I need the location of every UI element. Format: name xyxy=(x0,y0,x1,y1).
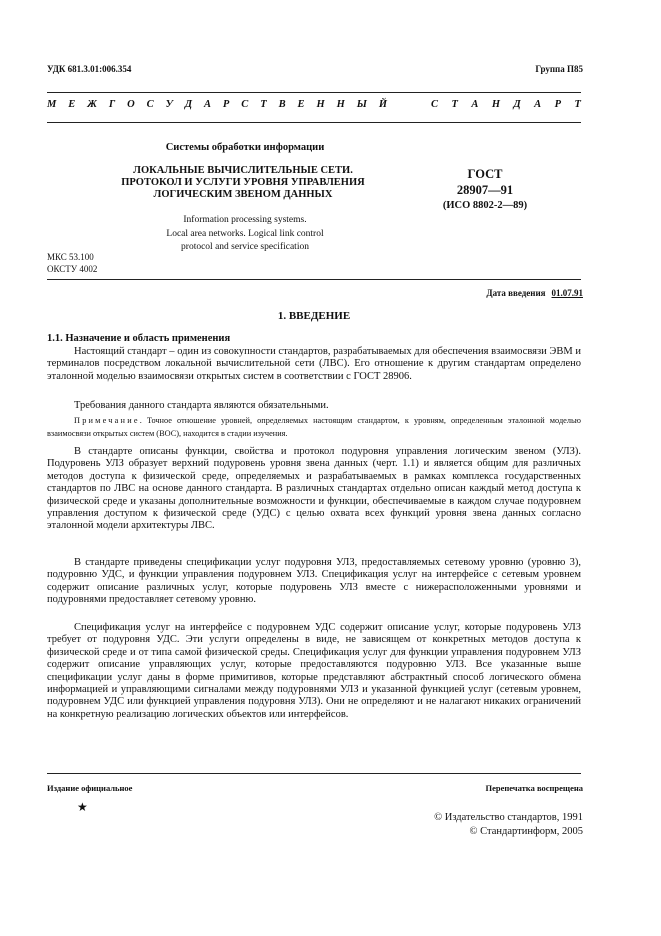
paragraph xyxy=(47,557,581,607)
heading-letter: Р xyxy=(222,99,230,110)
heading-letter: Т xyxy=(451,99,458,110)
heading-letter: Ы xyxy=(356,99,367,110)
gost-label: ГОСТ xyxy=(467,167,503,181)
heading-letter: А xyxy=(471,99,479,110)
heading-word-standard xyxy=(431,99,581,110)
gost-number: 28907—91 xyxy=(456,183,514,197)
heading-rule xyxy=(47,122,581,123)
heading-letter: О xyxy=(127,99,135,110)
udk-code: УДК 681.3.01:006.354 xyxy=(47,64,132,74)
note xyxy=(47,415,581,440)
heading-letter: Й xyxy=(378,99,387,110)
heading-letter: М xyxy=(47,99,57,110)
okstu-code: ОКСТУ 4002 xyxy=(47,264,98,274)
heading-letter: Ж xyxy=(87,99,97,110)
title-line: ЛОГИЧЕСКИМ ЗВЕНОМ ДАННЫХ xyxy=(153,189,333,200)
paragraph-text: В стандарте приведены спецификации услуг подуровня УЛЗ, предоставляемых сетевому уровню (уровню 3), подуровню УДС, и функции управления подуровнем УЛЗ. Спецификация услуг на интерфейсе с сетевым уровнем содержит описание различных услуг, которые подуровень УЛЗ вместе с нижерасположенными уровнями и подуровнями предоставляет сетевому уровню. xyxy=(47,557,581,606)
copyright-block xyxy=(434,811,583,839)
heading-letter: Н xyxy=(491,99,501,110)
english-title-line: protocol and service specification xyxy=(181,242,309,252)
iso-reference: (ИСО 8802-2—89) xyxy=(442,200,528,211)
heading-word-interstate xyxy=(47,99,387,110)
classification-codes xyxy=(47,251,97,275)
heading-letter: Н xyxy=(316,99,325,110)
heading-letter: Т xyxy=(260,99,267,110)
effective-date-value: 01.07.91 xyxy=(551,288,583,298)
english-title xyxy=(110,214,380,255)
footer-rule xyxy=(47,773,581,774)
gost-designation xyxy=(420,166,550,214)
official-edition: Издание официальное xyxy=(47,783,133,793)
subsection-title: 1.1. Назначение и область применения xyxy=(47,333,231,344)
reprint-prohibited: Перепечатка воспрещена xyxy=(485,783,583,793)
effective-date-label: Дата введения xyxy=(486,288,546,298)
heading-letter: Е xyxy=(68,99,76,110)
heading-letter: С xyxy=(431,99,439,110)
paragraph xyxy=(47,446,581,533)
note-label: Примечание. xyxy=(74,416,144,425)
copyright-line: © Стандартинформ, 2005 xyxy=(469,826,583,837)
heading-letter: Т xyxy=(574,99,581,110)
heading-letter: Н xyxy=(336,99,345,110)
paragraph xyxy=(47,622,581,721)
heading-letter: Д xyxy=(184,99,193,110)
document-title xyxy=(78,165,408,201)
paragraph xyxy=(47,346,581,383)
series-title: Системы обработки информации xyxy=(165,142,325,153)
mks-code: МКС 53.100 xyxy=(47,252,94,262)
heading-letter: В xyxy=(278,99,286,110)
heading-letter: С xyxy=(241,99,249,110)
title-line: ПРОТОКОЛ И УСЛУГИ УРОВНЯ УПРАВЛЕНИЯ xyxy=(121,177,365,188)
paragraph-text: Требования данного стандарта являются обязательными. xyxy=(74,400,329,411)
paragraph-text: В стандарте описаны функции, свойства и протокол подуровня управления логическим звеном (УЛЗ). Подуровень УЛЗ образует верхний подуровень уровня звена данных (черт. 1.1) и является общим для различных методов доступа к физической среде, определяемых и разрабатываемых в рамках комплекса государственных стандартов по ЛВС на основе данного стандарта. В различных стандартах отдельно описан каждый метод доступа к физической среде и указаны дополнительные возможности и функции, обеспечиваемые в каждом случае подуровнем управления доступом к физической среде (УДС) с целью охвата всех функций уровня звена данных согласно эталонной модели архитектуры ЛВС. xyxy=(47,446,581,532)
english-title-line: Information processing systems. xyxy=(183,215,307,225)
group-code: Группа П85 xyxy=(535,64,583,74)
english-title-line: Local area networks. Logical link control xyxy=(166,228,324,239)
heading-letter: С xyxy=(146,99,154,110)
paragraph-text: Настоящий стандарт – один из совокупности стандартов, разрабатываемых для обеспечения взаимосвязи ЭВМ и терминалов посредством локальной вычислительной сети (ЛВС). Его отношение к другим стандартам определено эталонной моделью взаимосвязи открытых систем в соответствии с ГОСТ 28906. xyxy=(47,346,581,382)
top-rule xyxy=(47,92,581,93)
heading-letter: А xyxy=(203,99,211,110)
heading-letter: А xyxy=(534,99,542,110)
interstate-standard-heading xyxy=(47,99,581,110)
effective-date xyxy=(486,288,583,298)
heading-letter: Е xyxy=(297,99,305,110)
paragraph-text: Спецификация услуг на интерфейсе с подуровнем УДС содержит описание услуг, которые подуровень УЛЗ требует от подуровня УДС. Эти услуги определены в виде, не зависящем от конкретных методов доступа к физической среде и от типа самой физической среды. Спецификация услуг для функции управления подуровнем УЛЗ содержит описание управляющих услуг, которые предоставляются подуровню УЛЗ. Все указанные выше спецификации услуг даны в форме примитивов, которые представляют абстрактный способ логического обмена информацией и управляющими сигналами между подуровнями УЛЗ и указанной функцией услуг (сетевым уровнем, подуровнем УДС или функцией управления подуровня УЛЗ). Они не определяют и не налагают никаких ограничений на конкретную реализацию логических объектов или интерфейсов. xyxy=(47,622,581,720)
star-icon: ★ xyxy=(77,800,88,814)
section-title: 1. ВВЕДЕНИЕ xyxy=(277,310,351,322)
heading-letter: Р xyxy=(554,99,562,110)
heading-letter: Д xyxy=(513,99,521,110)
copyright-line: © Издательство стандартов, 1991 xyxy=(434,812,583,823)
heading-letter: У xyxy=(165,99,173,110)
title-rule xyxy=(47,279,581,280)
paragraph xyxy=(47,400,581,412)
heading-letter: Г xyxy=(108,99,116,110)
title-line: ЛОКАЛЬНЫЕ ВЫЧИСЛИТЕЛЬНЫЕ СЕТИ. xyxy=(133,165,353,176)
note-text: Точное отношение уровней, определяемых настоящим стандартом, к уровням, определенным эталонной моделью взаимосвязи открытых систем (ВОС), находится в стадии изучения. xyxy=(47,416,581,438)
